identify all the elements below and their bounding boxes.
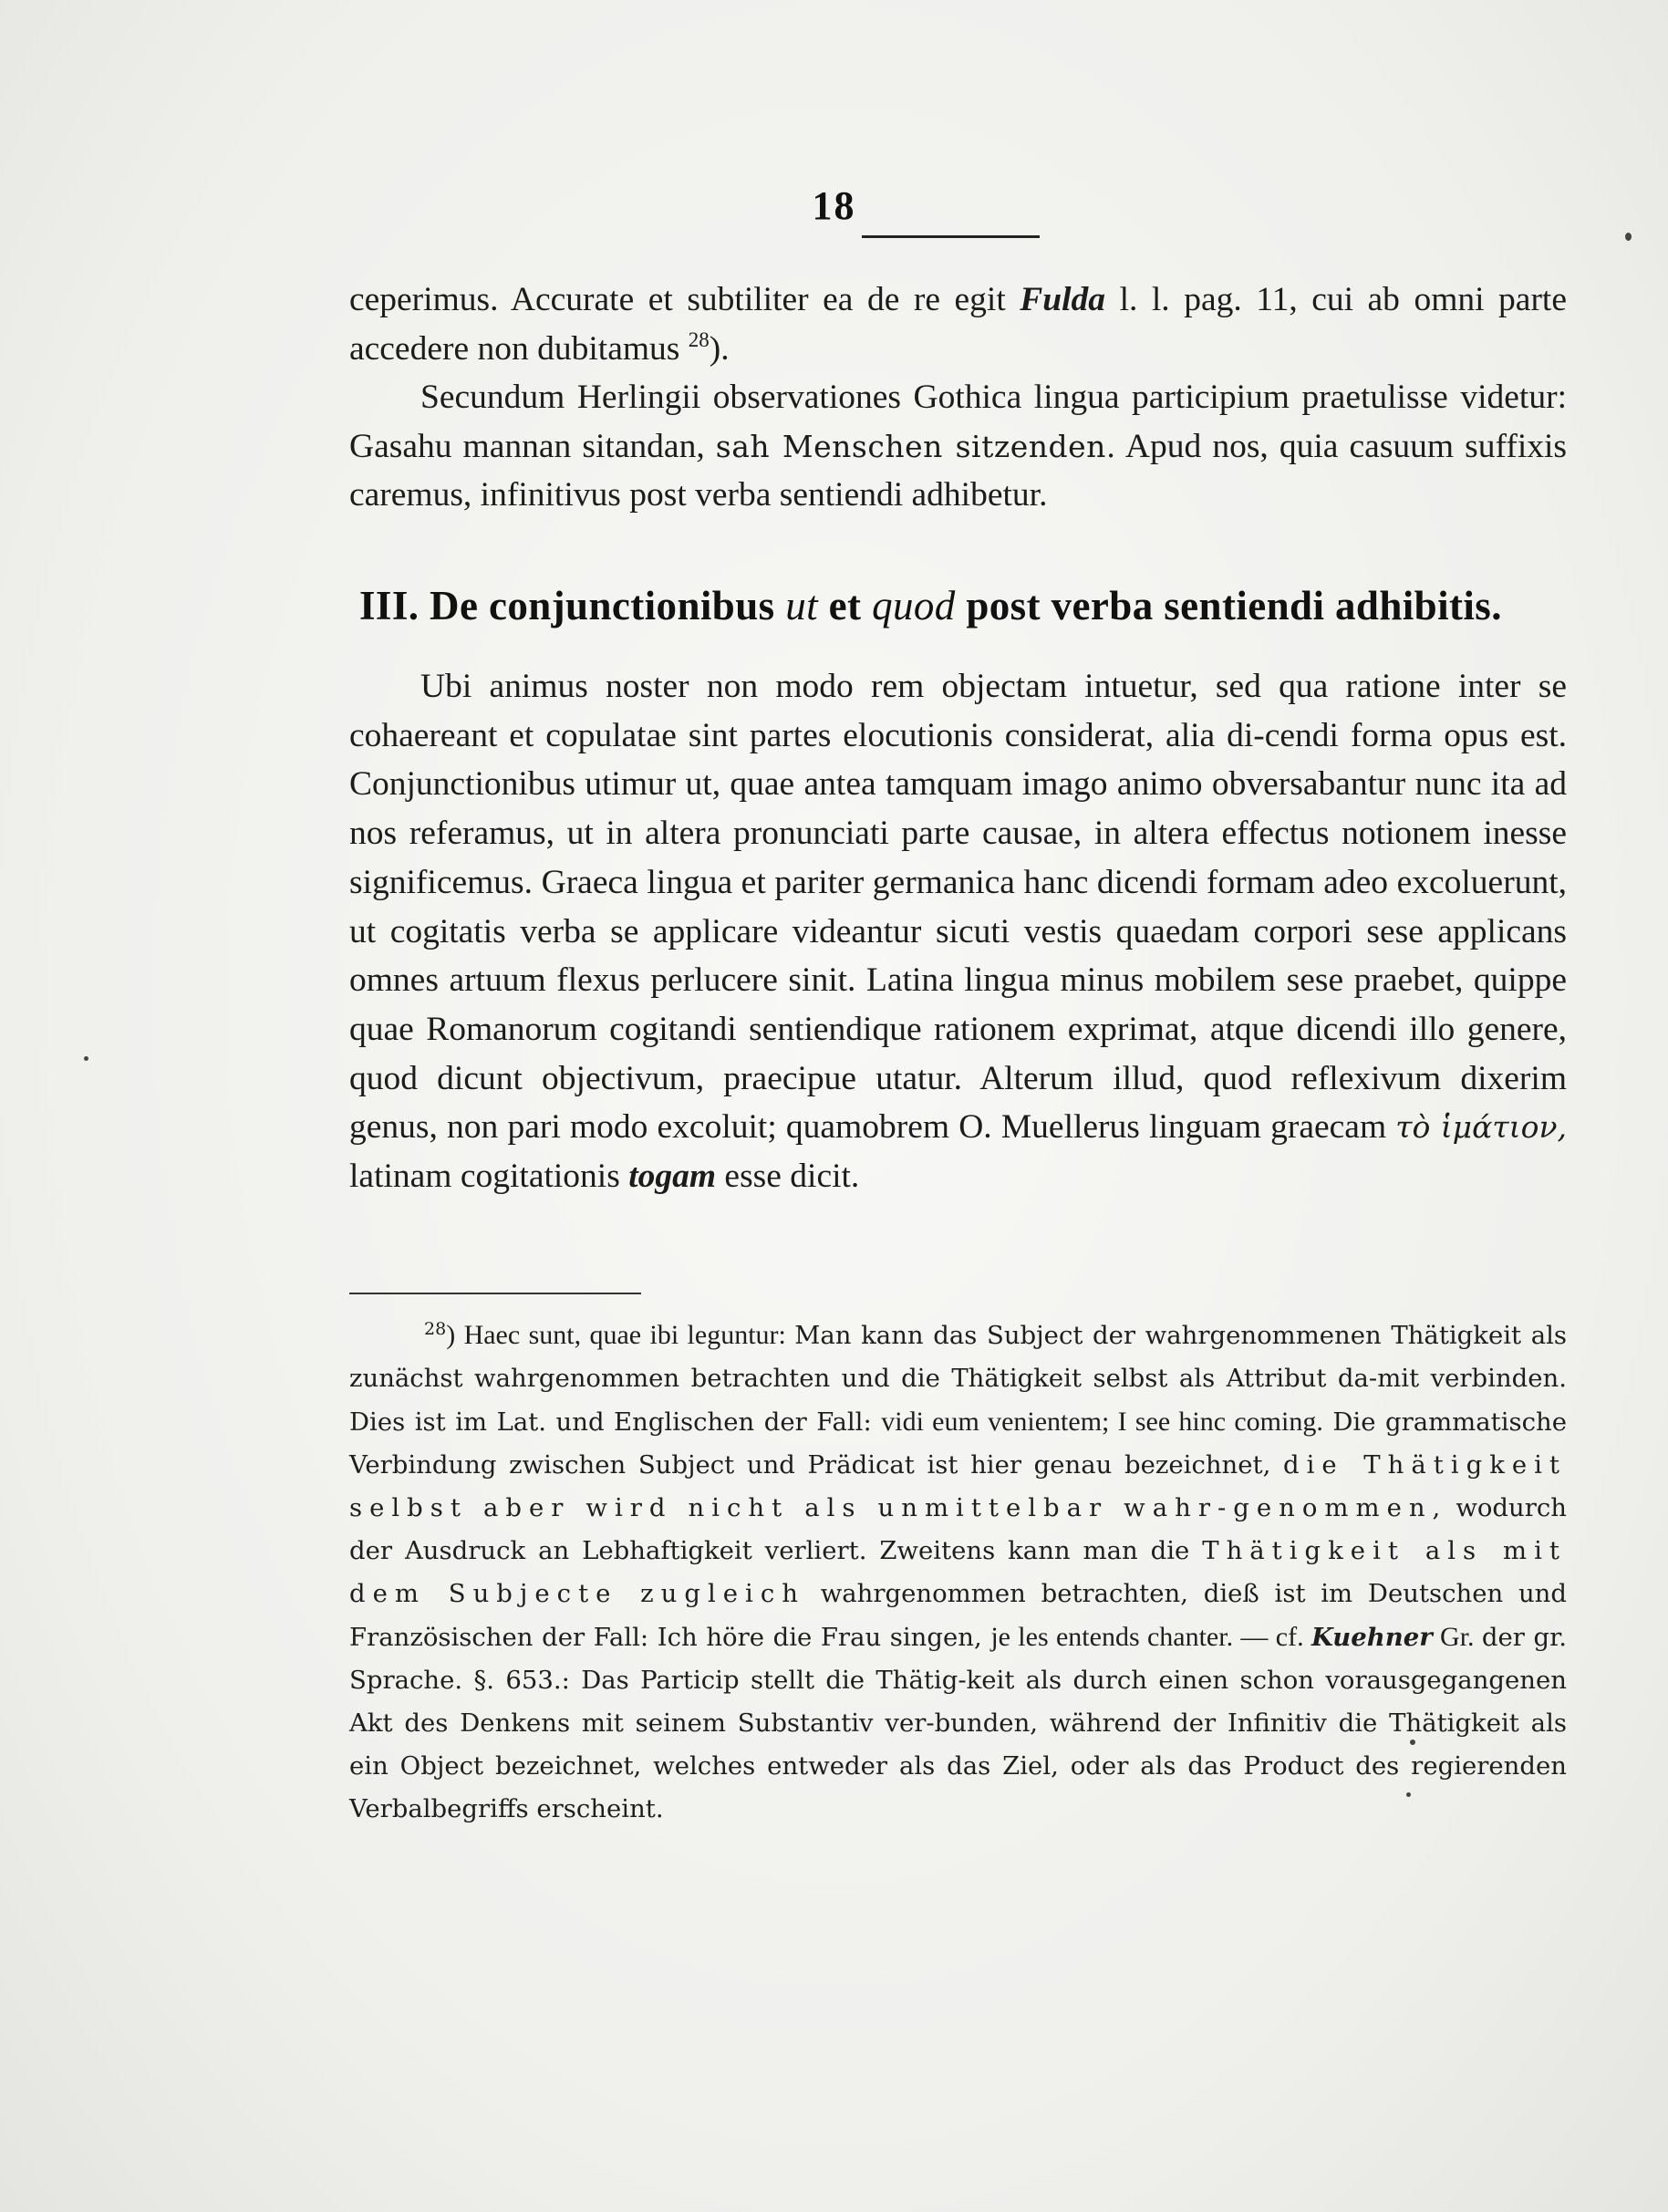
scan-speck xyxy=(1625,233,1632,241)
footnote-reference[interactable]: 28 xyxy=(688,327,710,351)
text-run: Secundum Herlingii observationes Gothica lingua participium praetulisse videtur: Gasahu mannan sitandan, xyxy=(349,379,1567,465)
heading-italic-quod: quod xyxy=(872,583,956,628)
page-number: 18 xyxy=(812,183,856,228)
fraktur-phrase: sah Menschen sitzenden. xyxy=(715,428,1116,464)
text-run: ceperimus. Accurate et subtiliter ea de re egit xyxy=(349,281,1020,318)
text-run: der gr. Sprache. §. 653.: Das Particip stellt die Thätig-keit als durch einen schon vorausgegangenen Akt des Denkens mit seinem Substantiv ver-bunden, während der Infinitiv die Thätigkeit als ein Object bezeichnet, welches entweder als das Ziel, oder als das Product des regierenden Verbalbegriffs erscheint. xyxy=(349,1623,1567,1823)
text-run: latinam cogitationis xyxy=(349,1158,629,1196)
section-numeral: III. xyxy=(359,583,420,628)
text-run: vidi eum venientem; I see hinc coming. xyxy=(881,1407,1323,1437)
footnote-paragraph xyxy=(349,1314,1567,1831)
text-run: Ubi animus noster non modo rem objectam intuetur, sed qua ratione inter se cohaereant et copulatae sint partes elocutionis considerat, alia di-cendi forma opus est. Conjunctionibus utimur ut, quae antea tamquam imago animo obversabantur nunc ita ad nos referamus, ut in altera pronunciati parte causae, in altera effectus notionem inesse significemus. Graeca lingua et pariter germanica hanc dicendi formam adeo excoluerunt, ut cogitatis verba se applicare videantur sicuti vestis quaedam corpori sese applicans omnes artuum flexus perlucere sinit. Latina lingua minus mobilem sese praebet, quippe quae Romanorum cogitandi sentiendique rationem exprimat, atque dicendi illo genere, quod dicunt objectivum, praecipue utatur. Alterum illud, quod reflexivum dixerim genus, non pari modo excoluit; quamobrem O. Muellerus linguam graecam xyxy=(349,668,1567,1147)
footnote-rule xyxy=(349,1293,641,1294)
heading-run: et xyxy=(818,583,873,628)
heading-italic-ut: ut xyxy=(785,583,819,628)
text-run: ). xyxy=(709,329,730,368)
toga-word: togam xyxy=(628,1158,717,1196)
paragraph-main xyxy=(349,662,1567,1201)
heading-run: post verba sentiendi adhibitis. xyxy=(955,583,1502,628)
section-heading xyxy=(359,582,1563,629)
footnote xyxy=(349,1314,1567,1831)
section-body xyxy=(349,662,1567,1201)
continuation-text xyxy=(349,275,1567,520)
paragraph-gothic xyxy=(349,373,1567,520)
text-run: l. l. pag. 11, cui ab omni parte accedere non dubitamus xyxy=(349,281,1567,368)
text-run: esse dicit. xyxy=(716,1158,860,1196)
scan-speck xyxy=(1406,1792,1411,1797)
text-run: je les entends chanter. — cf. xyxy=(990,1622,1311,1652)
author-name: Kuehner xyxy=(1311,1623,1433,1652)
author-name: Fulda xyxy=(1020,281,1106,318)
text-run: Die grammatische Verbindung zwischen Subject und Prädicat ist hier genau bezeichnet, xyxy=(349,1407,1568,1480)
header-rule xyxy=(862,235,1040,238)
text-run: ) Haec sunt, quae ibi leguntur: xyxy=(446,1320,795,1350)
scan-speck xyxy=(84,1056,88,1061)
text-run: wahrgenommen betrachten, dieß ist im Deutschen und Französischen der Fall: Ich höre die Frau singen, xyxy=(349,1579,1567,1652)
heading-run: De conjunctionibus xyxy=(419,583,786,628)
spaced-emphasis: Thätigkeit als mit dem Subjecte zugleich xyxy=(349,1536,1567,1608)
footnote-marker: 28 xyxy=(424,1319,447,1339)
text-run: Man kann das Subject der wahrgenommenen Thätigkeit als zunächst wahrgenommen betrachten und die Thätigkeit selbst als Attribut da-mit verbinden. Dies ist im Lat. und Englischen der Fall: xyxy=(349,1321,1567,1437)
text-run: Gr. xyxy=(1432,1622,1482,1652)
text-run: wodurch der Ausdruck an Lebhaftigkeit verliert. Zweitens kann man die xyxy=(349,1493,1567,1565)
spaced-emphasis: die Thätigkeit selbst aber wird nicht als unmittelbar wahr-genommen, xyxy=(349,1450,1567,1522)
page-header xyxy=(0,182,1668,229)
greek-phrase: τὸ ἱμάτιον, xyxy=(1395,1109,1567,1146)
scan-speck xyxy=(1410,1739,1415,1745)
text-run: Apud nos, quia casuum suffixis caremus, infinitivus post verba sentiendi adhibetur. xyxy=(349,427,1567,514)
paragraph-continued xyxy=(349,275,1567,373)
